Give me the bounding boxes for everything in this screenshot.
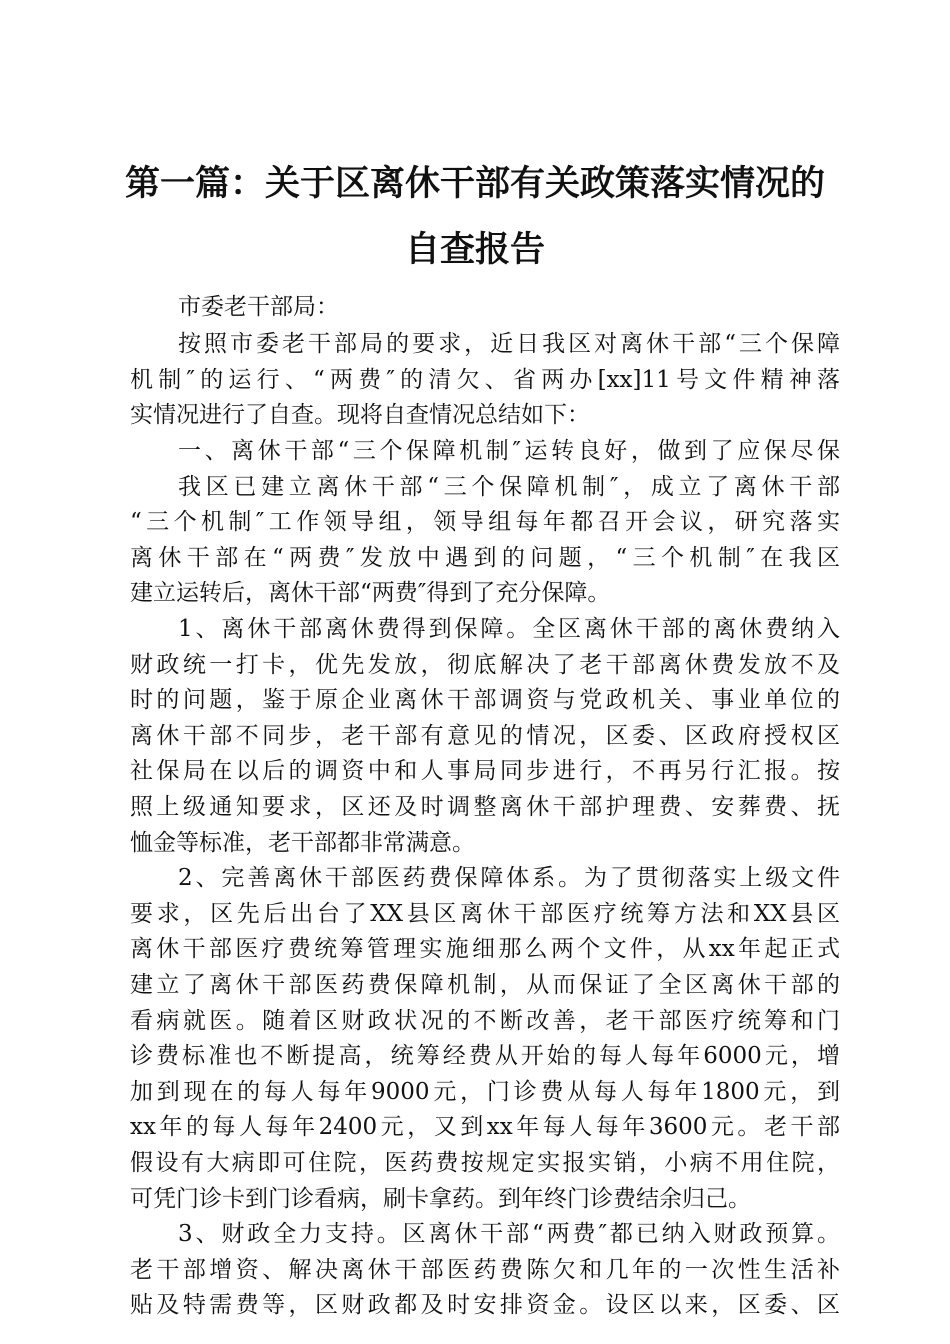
- paragraph-line: xx年的每人每年2400元，又到xx年每人每年3600元。老干部: [130, 1114, 840, 1140]
- paragraph-line: 看病就医。随着区财政状况的不断改善，老干部医疗统筹和门: [130, 1008, 840, 1034]
- document-title-line-1: 第一篇：关于区离休干部有关政策落实情况的: [124, 163, 825, 204]
- paragraph-line: 离休干部在“两费″发放中遇到的问题，“三个机制″在我区: [130, 545, 840, 571]
- paragraph-line: 可凭门诊卡到门诊看病，刷卡拿药。到年终门诊费结余归己。: [130, 1186, 751, 1212]
- paragraph-line: 离休干部不同步，老干部有意见的情况，区委、区政府授权区: [130, 723, 840, 749]
- paragraph-line: 1、离休干部离休费得到保障。全区离休干部的离休费纳入: [178, 616, 840, 642]
- paragraph-line: 假设有大病即可住院，医药费按规定实报实销，小病不用住院，: [130, 1150, 840, 1176]
- paragraph-line: 财政统一打卡，优先发放，彻底解决了老干部离休费发放不及: [130, 652, 840, 678]
- paragraph-line: 贴及特需费等，区财政都及时安排资金。设区以来，区委、区: [130, 1292, 840, 1318]
- paragraph-line: 建立了离休干部医药费保障机制，从而保证了全区离休干部的: [130, 972, 840, 998]
- paragraph-line: 时的问题，鉴于原企业离休干部调资与党政机关、事业单位的: [130, 687, 840, 713]
- paragraph-line: 建立运转后，离休干部“两费″得到了充分保障。: [130, 580, 611, 606]
- paragraph-line: 诊费标准也不断提高，统筹经费从开始的每人每年6000元，增: [130, 1043, 840, 1069]
- paragraph-line: 恤金等标准，老干部都非常满意。: [130, 830, 475, 856]
- paragraph-line: “三个机制″工作领导组，领导组每年都召开会议，研究落实: [130, 509, 840, 535]
- paragraph-line: 按照市委老干部局的要求，近日我区对离休干部“三个保障: [178, 331, 840, 357]
- salutation: 市委老干部局：: [178, 294, 339, 320]
- document-title-line-2: 自查报告: [404, 229, 545, 270]
- section-heading: 一、离休干部“三个保障机制″运转良好，做到了应保尽保: [178, 438, 840, 464]
- paragraph-line: 3、财政全力支持。区离休干部“两费″都已纳入财政预算。: [178, 1221, 840, 1247]
- paragraph-line: 要求，区先后出台了XX县区离休干部医疗统筹方法和XX县区: [130, 901, 840, 927]
- paragraph-line: 离休干部医疗费统筹管理实施细那么两个文件，从xx年起正式: [130, 936, 840, 962]
- paragraph-line: 2、完善离休干部医药费保障体系。为了贯彻落实上级文件: [178, 865, 840, 891]
- paragraph-line: 加到现在的每人每年9000元，门诊费从每人每年1800元，到: [130, 1079, 840, 1105]
- paragraph-line: 实情况进行了自查。现将自查情况总结如下：: [130, 402, 590, 428]
- paragraph-line: 照上级通知要求，区还及时调整离休干部护理费、安葬费、抚: [130, 794, 840, 820]
- paragraph-line: 我区已建立离休干部“三个保障机制″，成立了离休干部: [178, 474, 840, 500]
- paragraph-line: 老干部增资、解决离休干部医药费陈欠和几年的一次性生活补: [130, 1257, 840, 1283]
- paragraph-line: 机制″的运行、“两费″的清欠、省两办[xx]11号文件精神落: [130, 367, 840, 393]
- paragraph-line: 社保局在以后的调资中和人事局同步进行，不再另行汇报。按: [130, 758, 840, 784]
